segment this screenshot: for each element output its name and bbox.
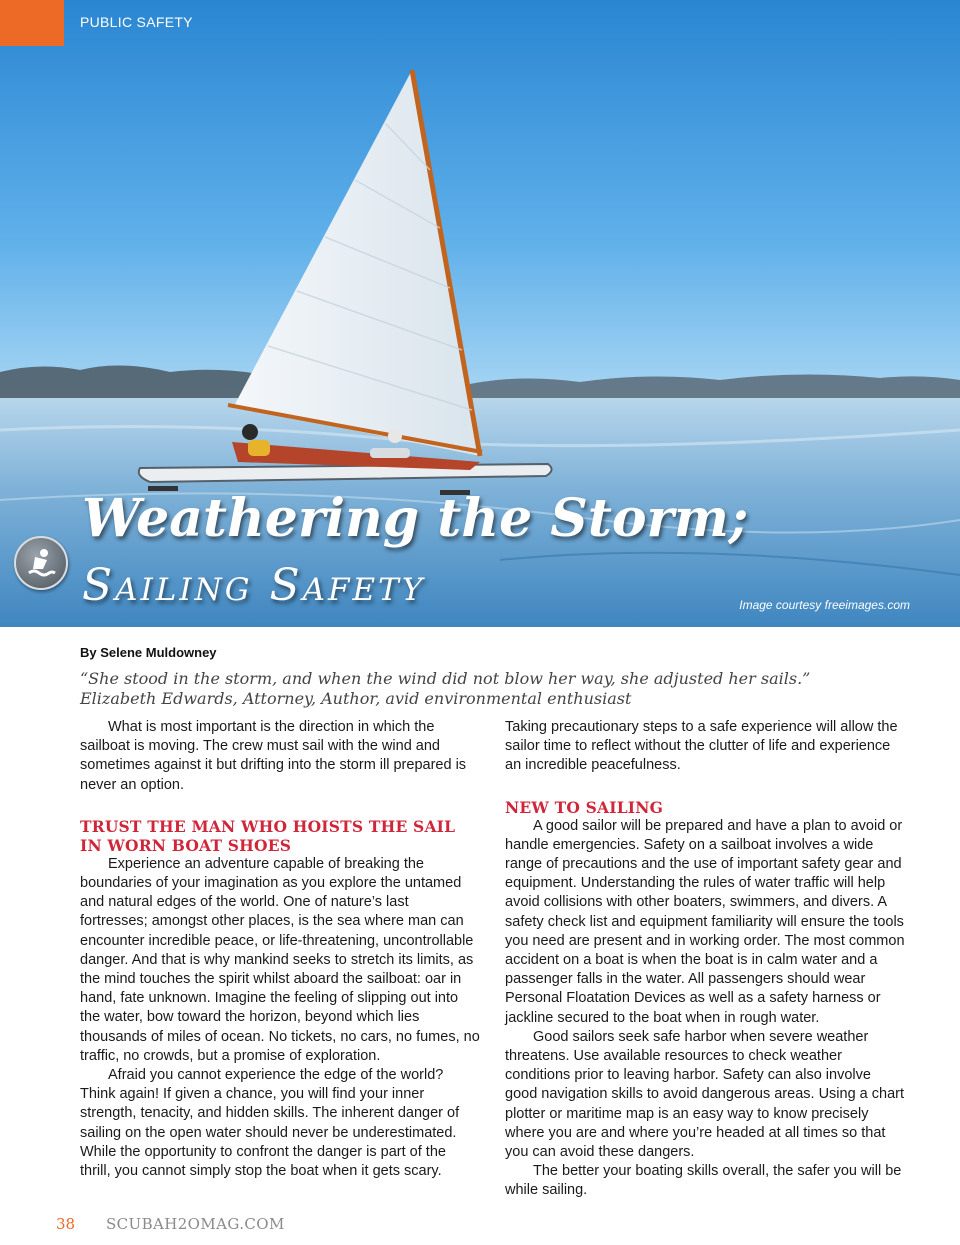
page-number: 38 <box>56 1215 76 1233</box>
section-heading: NEW TO SAILING <box>505 797 664 817</box>
paragraph: Taking precautionary steps to a safe experience will allow the sailor time to reflect without the clutter of life and experience an incredible peacefulness. <box>505 719 898 774</box>
paragraph: Good sailors seek safe harbor when severe weather threatens. Use available resources to check weather conditions prior to leaving harbor. Safety can also involve good navigation skills to avoid dangerous areas. Using a chart plotter or maritime map is an easy way to know precisely where you are and where you’re headed at all times so that you can avoid these dangers. <box>505 1028 904 1161</box>
section-label: PUBLIC SAFETY <box>80 14 193 30</box>
sailor-icon <box>25 547 57 579</box>
byline: By Selene Muldowney <box>80 645 217 660</box>
article-subtitle: Sailing Safety <box>82 560 426 611</box>
left-column <box>80 718 480 1181</box>
paragraph: What is most important is the direction in which the sailboat is moving. The crew must sail with the wind and sometimes against it but drifting into the storm ill prepared is never an option. <box>80 719 467 793</box>
paragraph: Afraid you cannot experience the edge of the world? Think again! If given a chance, you will find your inner strength, tenacity, and hidden skills. The inherent danger of sailing on the open water should never be underestimated. While the opportunity to confront the danger is part of the thrill, you cannot simply stop the boat when it gets scary. <box>80 1067 460 1180</box>
section-tab <box>0 0 64 46</box>
site-name: SCUBAH2OMAG.COM <box>106 1215 285 1233</box>
image-credit: Image courtesy freeimages.com <box>739 598 910 612</box>
quote-text: “She stood in the storm, and when the wind did not blow her way, she adjusted her sails.” <box>80 669 811 688</box>
pull-quote <box>80 669 900 709</box>
quote-attribution: Elizabeth Edwards, Attorney, Author, avid environmental enthusiast <box>80 689 632 708</box>
paragraph: A good sailor will be prepared and have a plan to avoid or handle emergencies. Safety on a sailboat involves a wide range of precautions and the use of important safety gear and equipment. Understanding the rules of water traffic will help avoid collisions with other boaters, swimmers, and divers. A safety check list and equipment familiarity will ensure the tools you need are present and in working order. The most common accident on a boat is when the boat is in calm water and a passenger falls in the water. All passengers should wear Personal Floatation Devices as well as a safety harness or jackline secured to the boat when in rough water. <box>505 817 905 1026</box>
right-column <box>505 718 905 1201</box>
sailing-safety-icon <box>14 536 68 590</box>
paragraph: Experience an adventure capable of breaking the boundaries of your imagination as you explore the untamed and natural edges of the world. One of nature’s last fortresses; amongst other places, is the sea where man can encounter incredible peace, or life-threatening, uncontrollable danger. And that is why mankind seeks to stretch its limits, as the mind touches the spirit whilst aboard the sailboat: oar in hand, fate unknown. Imagine the feeling of slipping out into the water, bow toward the horizon, beyond which lies thousands of miles of ocean. No tickets, no cars, no fumes, no traffic, no crowds, but a promise of exploration. <box>80 855 480 1064</box>
paragraph: The better your boating skills overall, the safer you will be while sailing. <box>505 1163 902 1199</box>
article-title: Weathering the Storm; <box>82 488 749 549</box>
section-heading: TRUST THE MAN WHO HOISTS THE SAIL IN WORN BOAT SHOES <box>80 816 456 855</box>
